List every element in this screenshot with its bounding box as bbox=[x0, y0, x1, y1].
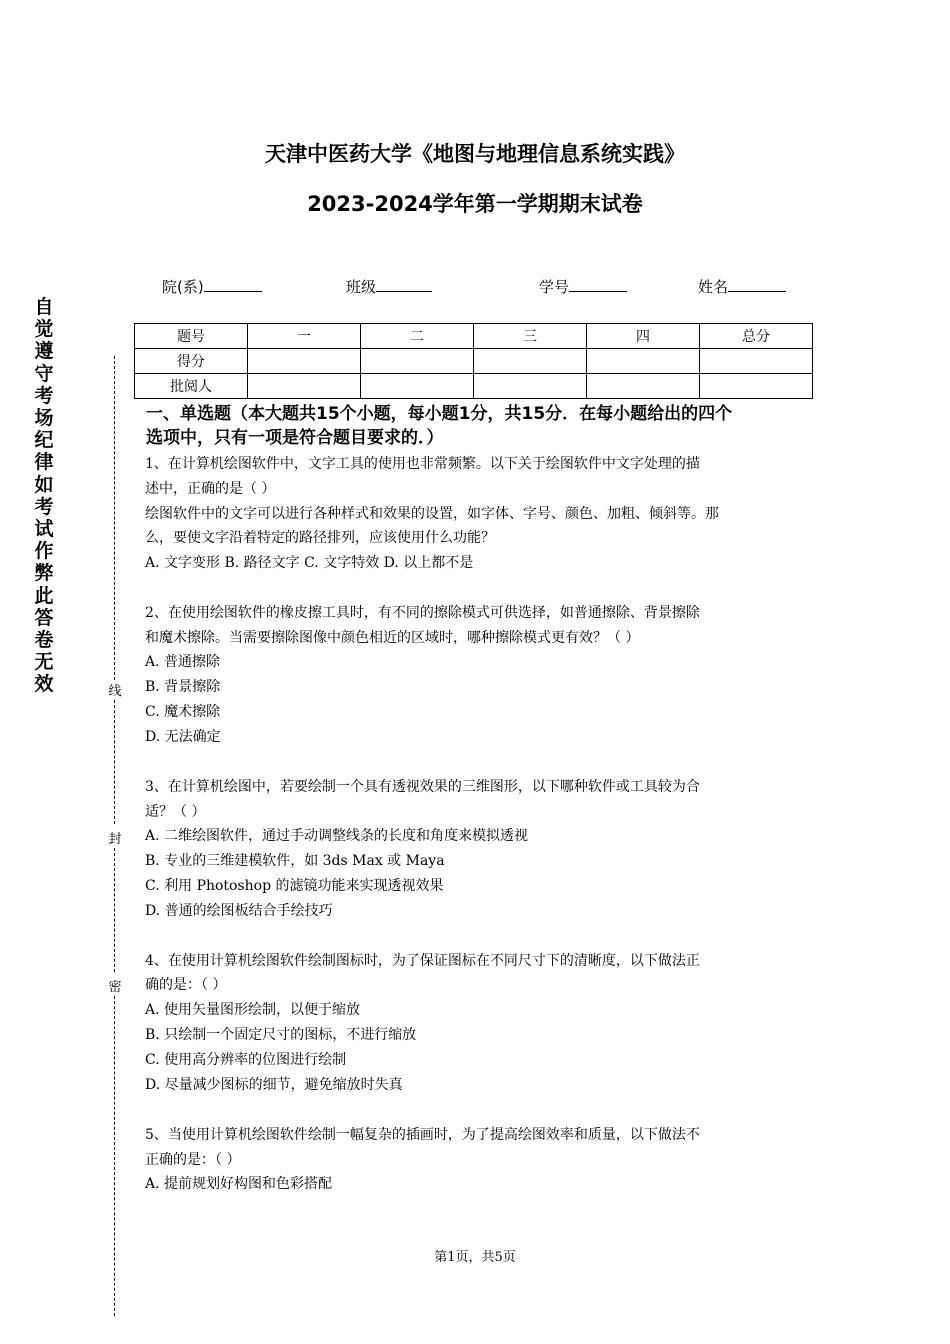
question-2-text: 和魔术擦除。当需要擦除图像中颜色相近的区域时，哪种擦除模式更有效？（ ） bbox=[145, 630, 640, 646]
table-header-cell: 总分 bbox=[700, 324, 813, 349]
table-header-cell: 一 bbox=[248, 324, 361, 349]
section-heading-line: 一、单选题（本大题共15个小题，每小题1分，共15分．在每小题给出的四个 bbox=[146, 404, 733, 424]
class-label: 班级 bbox=[346, 278, 377, 296]
question-3-text: 适？（ ） bbox=[145, 804, 206, 820]
table-header-cell: 二 bbox=[361, 324, 474, 349]
question-1-text: 绘图软件中的文字可以进行各种样式和效果的设置，如字体、字号、颜色、加粗、倾斜等。那 bbox=[145, 506, 719, 522]
name-field[interactable] bbox=[698, 276, 786, 297]
table-row-label: 批阅人 bbox=[135, 374, 248, 399]
student-id-blank[interactable] bbox=[569, 277, 627, 292]
question-4-option-a[interactable]: A. 使用矢量图形绘制，以便于缩放 bbox=[145, 1002, 361, 1018]
department-label: 院(系) bbox=[162, 278, 204, 296]
question-4-option-b[interactable]: B. 只绘制一个固定尺寸的图标，不进行缩放 bbox=[145, 1027, 417, 1043]
question-2-option-d[interactable]: D. 无法确定 bbox=[145, 729, 221, 745]
table-header-cell: 题号 bbox=[135, 324, 248, 349]
student-id-field[interactable] bbox=[539, 276, 627, 297]
question-4-option-c[interactable]: C. 使用高分辨率的位图进行绘制 bbox=[145, 1052, 347, 1068]
grader-row bbox=[135, 374, 813, 399]
section-heading-line: 选项中，只有一项是符合题目要求的．） bbox=[146, 428, 444, 448]
name-blank[interactable] bbox=[728, 277, 786, 292]
binding-dashed-line bbox=[114, 848, 115, 972]
question-4-text: 确的是：（ ） bbox=[145, 977, 227, 993]
question-5-text: 5、当使用计算机绘图软件绘制一幅复杂的插画时，为了提高绘图效率和质量，以下做法不 bbox=[145, 1127, 700, 1143]
binding-mark-xian: 线 bbox=[106, 680, 124, 699]
question-2-option-a[interactable]: A. 普通擦除 bbox=[145, 654, 221, 670]
question-2-option-c[interactable]: C. 魔术擦除 bbox=[145, 704, 221, 720]
class-blank[interactable] bbox=[376, 277, 432, 292]
grader-cell[interactable] bbox=[700, 374, 813, 399]
binding-dashed-line bbox=[114, 996, 115, 1316]
grader-cell[interactable] bbox=[361, 374, 474, 399]
question-3-option-a[interactable]: A. 二维绘图软件，通过手动调整线条的长度和角度来模拟透视 bbox=[145, 828, 529, 844]
score-cell[interactable] bbox=[361, 349, 474, 374]
grader-cell[interactable] bbox=[248, 374, 361, 399]
score-row bbox=[135, 349, 813, 374]
question-1-text: 1、在计算机绘图软件中，文字工具的使用也非常频繁。以下关于绘图软件中文字处理的描 bbox=[145, 456, 700, 472]
student-id-label: 学号 bbox=[539, 278, 570, 296]
question-3-option-b[interactable]: B. 专业的三维建模软件，如 3ds Max 或 Maya bbox=[145, 853, 445, 869]
binding-mark-mi: 密 bbox=[106, 976, 124, 995]
score-cell[interactable] bbox=[700, 349, 813, 374]
section-heading bbox=[146, 402, 816, 450]
score-table bbox=[134, 323, 813, 399]
exam-subtitle: 2023-2024学年第一学期期末试卷 bbox=[307, 192, 643, 216]
question-4-option-d[interactable]: D. 尽量减少图标的细节，避免缩放时失真 bbox=[145, 1077, 403, 1093]
score-table-header-row bbox=[135, 324, 813, 349]
page-number: 第1页，共5页 bbox=[434, 1250, 516, 1265]
question-3-option-c[interactable]: C. 利用 Photoshop 的滤镜功能来实现透视效果 bbox=[145, 878, 444, 894]
table-header-cell: 三 bbox=[474, 324, 587, 349]
question-5-option-a[interactable]: A. 提前规划好构图和色彩搭配 bbox=[145, 1176, 333, 1192]
department-blank[interactable] bbox=[204, 277, 262, 292]
class-field[interactable] bbox=[346, 276, 432, 297]
question-3-text: 3、在计算机绘图中，若要绘制一个具有透视效果的三维图形，以下哪种软件或工具较为合 bbox=[145, 779, 700, 795]
name-label: 姓名 bbox=[698, 278, 729, 296]
binding-mark-feng: 封 bbox=[106, 828, 124, 847]
score-cell[interactable] bbox=[587, 349, 700, 374]
question-1-text: 么，要使文字沿着特定的路径排列，应该使用什么功能？ bbox=[145, 530, 495, 546]
table-row-label: 得分 bbox=[135, 349, 248, 374]
table-header-cell: 四 bbox=[587, 324, 700, 349]
question-2-option-b[interactable]: B. 背景擦除 bbox=[145, 679, 221, 695]
grader-cell[interactable] bbox=[474, 374, 587, 399]
question-4-text: 4、在使用计算机绘图软件绘制图标时，为了保证图标在不同尺寸下的清晰度，以下做法正 bbox=[145, 953, 700, 969]
grader-cell[interactable] bbox=[587, 374, 700, 399]
department-field[interactable] bbox=[162, 276, 262, 297]
exam-discipline-notice: 自觉遵守考场纪律如考试作弊此答卷无效 bbox=[34, 296, 54, 696]
exam-title: 天津中医药大学《地图与地理信息系统实践》 bbox=[265, 142, 685, 166]
binding-dashed-line bbox=[114, 356, 115, 680]
question-3-option-d[interactable]: D. 普通的绘图板结合手绘技巧 bbox=[145, 903, 333, 919]
question-2-text: 2、在使用绘图软件的橡皮擦工具时，有不同的擦除模式可供选择，如普通擦除、背景擦除 bbox=[145, 605, 700, 621]
score-cell[interactable] bbox=[248, 349, 361, 374]
question-5-text: 正确的是：（ ） bbox=[145, 1152, 241, 1168]
binding-dashed-line bbox=[114, 700, 115, 824]
question-1-options[interactable]: A. 文字变形 B. 路径文字 C. 文字特效 D. 以上都不是 bbox=[145, 555, 474, 571]
question-1-text: 述中，正确的是（ ） bbox=[145, 481, 276, 497]
score-cell[interactable] bbox=[474, 349, 587, 374]
